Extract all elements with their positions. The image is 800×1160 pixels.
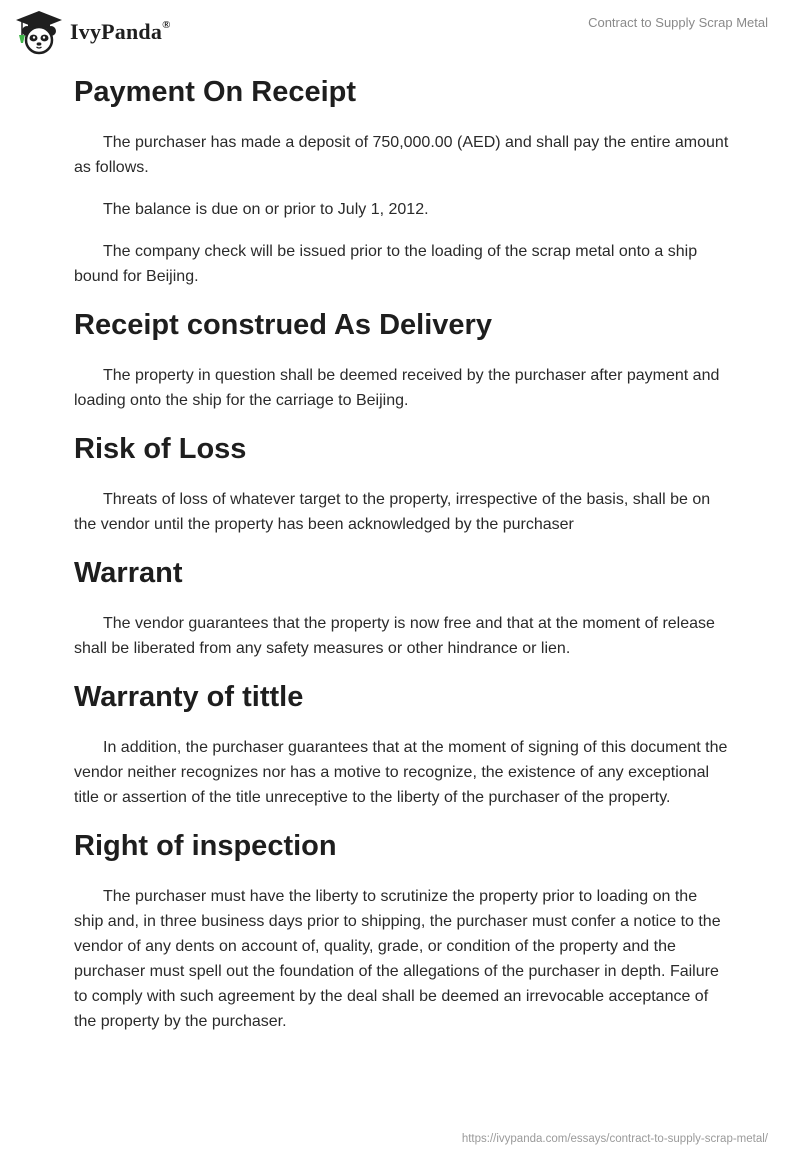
registered-mark: ® [162,18,171,31]
section-right-of-inspection [74,824,730,1034]
panda-graduate-icon [14,9,64,55]
document-body [74,70,730,1034]
paragraph: Threats of loss of whatever target to the property, irrespective of the basis, shall be on the vendor until the property has been acknowledged by the purchaser [74,491,711,533]
section-warranty-of-tittle [74,675,730,810]
logo-wordmark: IvyPanda® [70,18,171,44]
section-payment-on-receipt [74,70,730,289]
paragraph: The vendor guarantees that the property is now free and that at the moment of release shall be liberated from any safety measures or other hindrance or lien. [74,615,715,657]
section-heading: Payment On Receipt [74,76,357,108]
paragraph: The company check will be issued prior to the loading of the scrap metal onto a ship bound for Beijing. [74,243,698,285]
section-receipt-construed-as-delivery [74,303,730,413]
section-heading: Risk of Loss [74,433,247,465]
page-header [0,0,800,60]
section-warrant [74,551,730,661]
paragraph: The property in question shall be deemed received by the purchaser after payment and loading onto the ship for the carriage to Beijing. [74,367,720,409]
section-heading: Warrant [74,557,183,589]
section-heading: Receipt construed As Delivery [74,309,492,341]
document-title: Contract to Supply Scrap Metal [588,15,768,30]
paragraph: The purchaser must have the liberty to scrutinize the property prior to loading on the ship and, in three business days prior to shipping, the purchaser must confer a notice to the vendor of any dents on account of, quality, grade, or condition of the property and the purchaser must spell out the foundation of the allegations of the purchaser in depth. Failure to comply with such agreement by the deal shall be deemed an irrevocable acceptance of the property by the purchaser. [74,888,721,1030]
ivypanda-logo[interactable] [14,9,171,55]
section-heading: Warranty of tittle [74,681,304,713]
paragraph: The purchaser has made a deposit of 750,000.00 (AED) and shall pay the entire amount as follows. [74,134,729,176]
paragraph: In addition, the purchaser guarantees that at the moment of signing of this document the vendor neither recognizes nor has a motive to recognize, the existence of any exceptional title or assertion of the title unreceptive to the liberty of the purchaser of the property. [74,739,728,806]
source-url[interactable]: https://ivypanda.com/essays/contract-to-supply-scrap-metal/ [461,1133,768,1145]
section-risk-of-loss [74,427,730,537]
section-heading: Right of inspection [74,830,337,862]
paragraph: The balance is due on or prior to July 1, 2012. [103,201,429,218]
